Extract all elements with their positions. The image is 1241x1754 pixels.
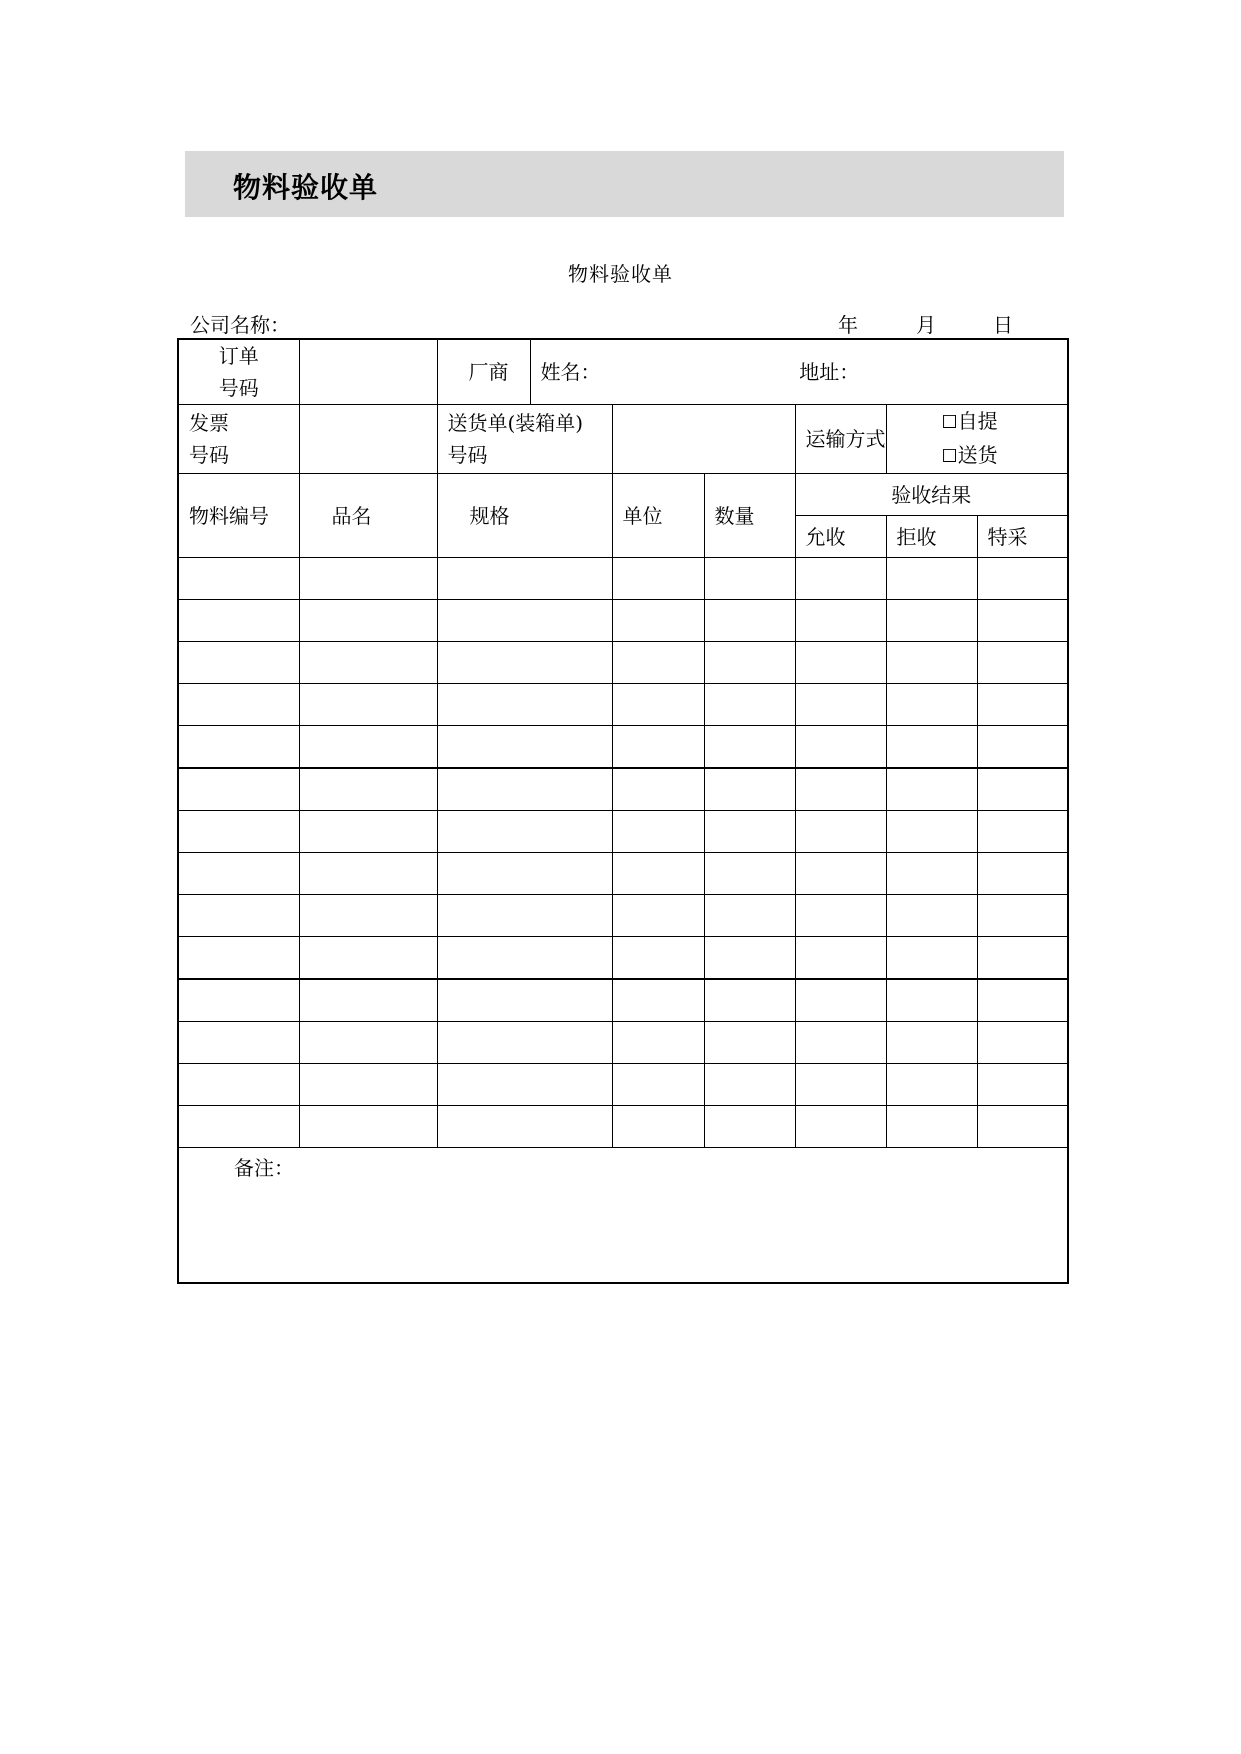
cell-quantity[interactable] <box>704 853 795 895</box>
cell-unit[interactable] <box>612 937 704 980</box>
order-no-field[interactable] <box>299 339 437 405</box>
cell-spec[interactable] <box>437 979 612 1022</box>
transport-option-delivery[interactable]: ☐送货 <box>941 443 998 467</box>
cell-quantity[interactable] <box>704 895 795 937</box>
cell-spec[interactable] <box>437 811 612 853</box>
cell-unit[interactable] <box>612 642 704 684</box>
vendor-field[interactable] <box>530 339 1068 405</box>
cell-reject[interactable] <box>886 979 977 1022</box>
delivery-note-field[interactable] <box>612 405 795 474</box>
cell-material-code[interactable] <box>178 979 299 1022</box>
col-reject: 拒收 <box>886 516 977 558</box>
cell-reject[interactable] <box>886 558 977 600</box>
banner <box>185 151 1064 217</box>
cell-special[interactable] <box>977 1022 1068 1064</box>
column-header-row <box>178 474 1068 516</box>
cell-accept[interactable] <box>795 600 886 642</box>
table-row <box>178 726 1068 769</box>
cell-quantity[interactable] <box>704 979 795 1022</box>
cell-accept[interactable] <box>795 811 886 853</box>
cell-accept[interactable] <box>795 937 886 980</box>
transport-option-self-pickup[interactable]: ☐自提 <box>941 409 998 433</box>
company-name-label: 公司名称： <box>190 313 290 337</box>
delivery-note-label: 送货单(装箱单) 号码 <box>437 405 612 474</box>
cell-special[interactable] <box>977 642 1068 684</box>
cell-reject[interactable] <box>886 768 977 811</box>
cell-product-name[interactable] <box>299 600 437 642</box>
cell-unit[interactable] <box>612 768 704 811</box>
cell-material-code[interactable] <box>178 1022 299 1064</box>
order-no-label: 订单 号码 <box>178 339 299 405</box>
banner-title: 物料验收单 <box>233 171 379 204</box>
cell-unit[interactable] <box>612 979 704 1022</box>
cell-unit[interactable] <box>612 895 704 937</box>
cell-quantity[interactable] <box>704 642 795 684</box>
vendor-address-label: 地址： <box>799 360 860 384</box>
cell-reject[interactable] <box>886 937 977 980</box>
cell-product-name[interactable] <box>299 726 437 769</box>
cell-quantity[interactable] <box>704 600 795 642</box>
cell-special[interactable] <box>977 895 1068 937</box>
cell-unit[interactable] <box>612 684 704 726</box>
cell-accept[interactable] <box>795 1106 886 1148</box>
cell-accept[interactable] <box>795 853 886 895</box>
notes-row <box>178 1148 1068 1284</box>
cell-accept[interactable] <box>795 979 886 1022</box>
document-title: 物料验收单 <box>568 262 673 286</box>
cell-accept[interactable] <box>795 726 886 769</box>
cell-special[interactable] <box>977 726 1068 769</box>
checkbox-icon[interactable]: ☐ <box>941 446 958 467</box>
invoice-row <box>178 405 1068 474</box>
cell-quantity[interactable] <box>704 1106 795 1148</box>
col-special: 特采 <box>977 516 1068 558</box>
cell-reject[interactable] <box>886 1022 977 1064</box>
cell-spec[interactable] <box>437 642 612 684</box>
table-row <box>178 895 1068 937</box>
cell-special[interactable] <box>977 1064 1068 1106</box>
cell-special[interactable] <box>977 811 1068 853</box>
col-product-name: 品名 <box>299 474 437 558</box>
cell-accept[interactable] <box>795 558 886 600</box>
cell-special[interactable] <box>977 1106 1068 1148</box>
cell-unit[interactable] <box>612 726 704 769</box>
cell-unit[interactable] <box>612 1064 704 1106</box>
col-quantity: 数量 <box>704 474 795 558</box>
order-row <box>178 339 1068 405</box>
table-row <box>178 1064 1068 1106</box>
table-row <box>178 853 1068 895</box>
cell-material-code[interactable] <box>178 1064 299 1106</box>
cell-quantity[interactable] <box>704 1064 795 1106</box>
cell-reject[interactable] <box>886 684 977 726</box>
cell-spec[interactable] <box>437 1106 612 1148</box>
table-row <box>178 811 1068 853</box>
cell-quantity[interactable] <box>704 937 795 980</box>
cell-quantity[interactable] <box>704 684 795 726</box>
cell-spec[interactable] <box>437 1022 612 1064</box>
invoice-no-field[interactable] <box>299 405 437 474</box>
cell-material-code[interactable] <box>178 642 299 684</box>
cell-unit[interactable] <box>612 1022 704 1064</box>
cell-spec[interactable] <box>437 853 612 895</box>
cell-material-code[interactable] <box>178 811 299 853</box>
cell-accept[interactable] <box>795 642 886 684</box>
cell-spec[interactable] <box>437 684 612 726</box>
date-month-label: 月 <box>916 313 936 337</box>
cell-spec[interactable] <box>437 937 612 980</box>
table-row <box>178 1022 1068 1064</box>
cell-material-code[interactable] <box>178 558 299 600</box>
cell-spec[interactable] <box>437 558 612 600</box>
cell-special[interactable] <box>977 558 1068 600</box>
cell-product-name[interactable] <box>299 1106 437 1148</box>
col-spec: 规格 <box>437 474 612 558</box>
cell-material-code[interactable] <box>178 684 299 726</box>
cell-spec[interactable] <box>437 726 612 769</box>
cell-material-code[interactable] <box>178 895 299 937</box>
cell-accept[interactable] <box>795 1064 886 1106</box>
cell-quantity[interactable] <box>704 558 795 600</box>
cell-special[interactable] <box>977 937 1068 980</box>
cell-quantity[interactable] <box>704 726 795 769</box>
cell-reject[interactable] <box>886 726 977 769</box>
cell-reject[interactable] <box>886 895 977 937</box>
table-row <box>178 937 1068 980</box>
vendor-label: 厂商 <box>437 339 530 405</box>
cell-unit[interactable] <box>612 1106 704 1148</box>
cell-reject[interactable] <box>886 853 977 895</box>
table-row <box>178 642 1068 684</box>
cell-product-name[interactable] <box>299 684 437 726</box>
cell-quantity[interactable] <box>704 1022 795 1064</box>
notes-field[interactable] <box>178 1148 1068 1284</box>
cell-unit[interactable] <box>612 811 704 853</box>
cell-reject[interactable] <box>886 1106 977 1148</box>
cell-special[interactable] <box>977 600 1068 642</box>
table-row <box>178 684 1068 726</box>
col-material-code: 物料编号 <box>178 474 299 558</box>
cell-unit[interactable] <box>612 853 704 895</box>
checkbox-icon[interactable]: ☐ <box>941 412 958 433</box>
acceptance-form-table <box>177 338 1069 1284</box>
cell-accept[interactable] <box>795 895 886 937</box>
cell-accept[interactable] <box>795 684 886 726</box>
cell-product-name[interactable] <box>299 768 437 811</box>
cell-special[interactable] <box>977 979 1068 1022</box>
cell-product-name[interactable] <box>299 1022 437 1064</box>
table-row <box>178 1106 1068 1148</box>
cell-product-name[interactable] <box>299 558 437 600</box>
cell-product-name[interactable] <box>299 1064 437 1106</box>
cell-accept[interactable] <box>795 1022 886 1064</box>
cell-spec[interactable] <box>437 768 612 811</box>
col-inspection-result: 验收结果 <box>795 474 1068 516</box>
col-unit: 单位 <box>612 474 704 558</box>
col-accept: 允收 <box>795 516 886 558</box>
transport-label: 运输方式 <box>795 405 886 474</box>
cell-spec[interactable] <box>437 600 612 642</box>
cell-unit[interactable] <box>612 558 704 600</box>
cell-special[interactable] <box>977 684 1068 726</box>
cell-accept[interactable] <box>795 768 886 811</box>
cell-material-code[interactable] <box>178 1106 299 1148</box>
cell-reject[interactable] <box>886 1064 977 1106</box>
cell-spec[interactable] <box>437 895 612 937</box>
cell-material-code[interactable] <box>178 726 299 769</box>
cell-quantity[interactable] <box>704 811 795 853</box>
cell-material-code[interactable] <box>178 600 299 642</box>
notes-label: 备注： <box>234 1156 294 1180</box>
table-row <box>178 979 1068 1022</box>
cell-product-name[interactable] <box>299 979 437 1022</box>
cell-special[interactable] <box>977 768 1068 811</box>
table-row <box>178 768 1068 811</box>
cell-special[interactable] <box>977 853 1068 895</box>
cell-material-code[interactable] <box>178 768 299 811</box>
cell-reject[interactable] <box>886 811 977 853</box>
cell-product-name[interactable] <box>299 937 437 980</box>
cell-quantity[interactable] <box>704 768 795 811</box>
transport-options <box>886 405 1068 474</box>
cell-reject[interactable] <box>886 642 977 684</box>
cell-product-name[interactable] <box>299 811 437 853</box>
cell-material-code[interactable] <box>178 937 299 980</box>
table-row <box>178 600 1068 642</box>
table-row <box>178 558 1068 600</box>
cell-spec[interactable] <box>437 1064 612 1106</box>
cell-product-name[interactable] <box>299 642 437 684</box>
date-year-label: 年 <box>838 313 858 337</box>
vendor-name-label: 姓名： <box>540 360 601 384</box>
date-day-label: 日 <box>993 313 1013 337</box>
invoice-no-label: 发票 号码 <box>178 405 299 474</box>
cell-unit[interactable] <box>612 600 704 642</box>
cell-material-code[interactable] <box>178 853 299 895</box>
cell-reject[interactable] <box>886 600 977 642</box>
cell-product-name[interactable] <box>299 895 437 937</box>
cell-product-name[interactable] <box>299 853 437 895</box>
